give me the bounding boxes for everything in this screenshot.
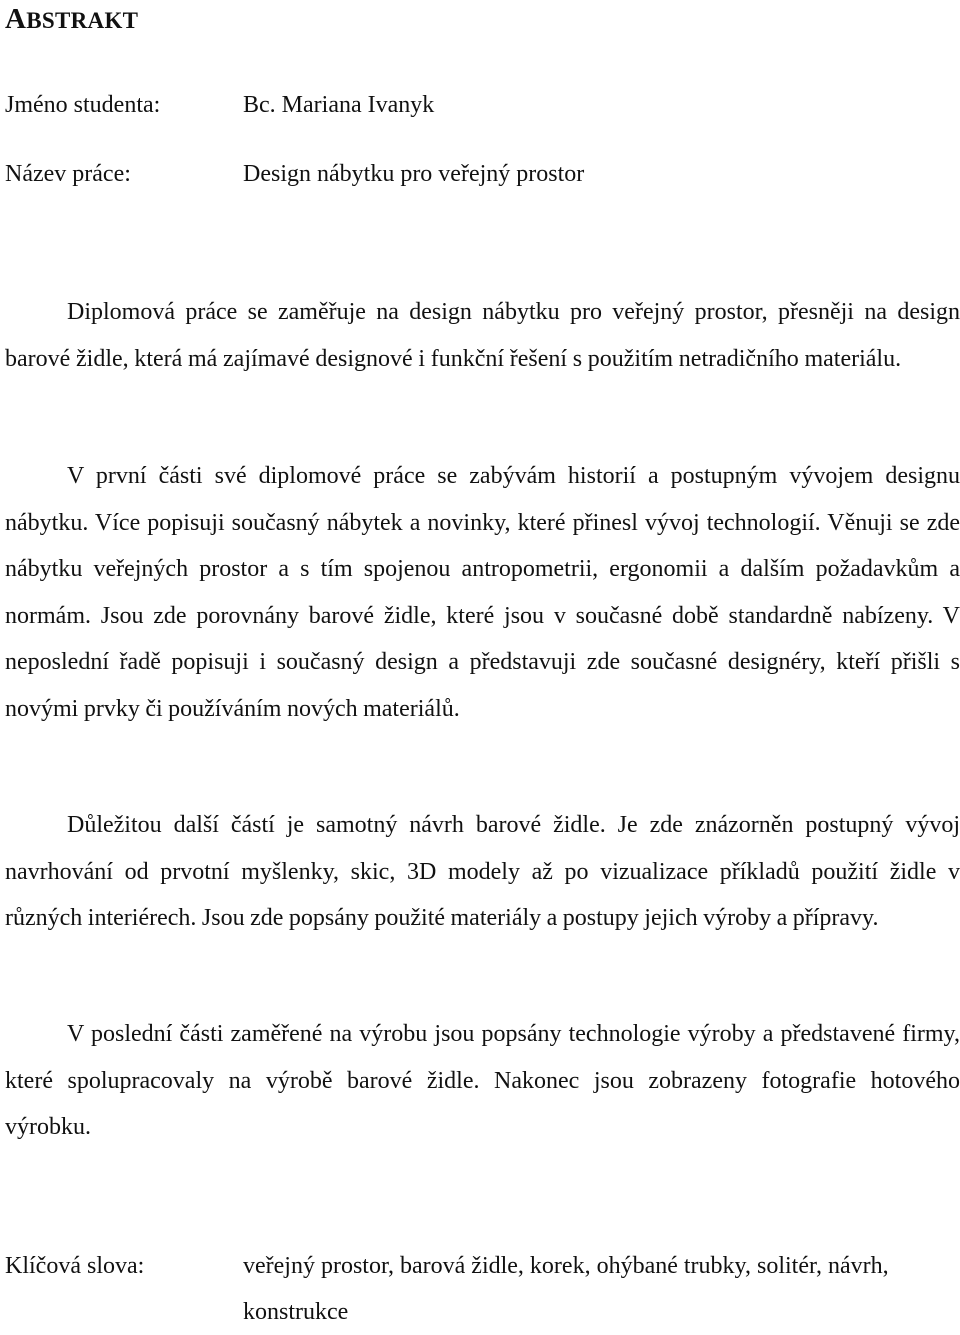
abstract-paragraph-1: Diplomová práce se zaměřuje na design nábytku pro veřejný prostor, přesněji na design barové židle, která má zajímavé designové i funkční řešení s použitím netradičního materiálu. (5, 299, 960, 372)
thesis-title-value: Design nábytku pro veřejný prostor (243, 161, 585, 187)
abstract-paragraph-2: V první části své diplomové práce se zabývám historií a postupným vývojem designu nábytku. Více popisuji současný nábytek a novinky, které přinesl vývoj technologií. Věnuji se zde nábytku veřejných prostor a s tím spojenou antropometrii, ergonomii a dalším požadavkům a normám. Jsou zde porovnány barové židle, které jsou v současné době standardně nabízeny. V neposlední řadě popisuji i současný design a představuji zde současné designéry, kteří přišli s novými prvky či používáním nových materiálů. (5, 463, 960, 722)
student-name-label: Jméno studenta: (5, 92, 161, 118)
abstract-paragraph-3: Důležitou další částí je samotný návrh barové židle. Je zde znázorněn postupný vývoj navrhování od prvotní myšlenky, skic, 3D modely až po vizualizace příkladů použití židle v různých interiérech. Jsou zde popsány použité materiály a postupy jejich výroby a přípravy. (5, 812, 960, 931)
page-title (5, 2, 138, 38)
thesis-title-label: Název práce: (5, 161, 131, 187)
title-rest: BSTRAKT (26, 8, 139, 33)
abstract-paragraph-4: V poslední části zaměřené na výrobu jsou popsány technologie výroby a představené firmy, které spolupracovaly na výrobě barové židle. Nakonec jsou zobrazeny fotografie hotového výrobku. (5, 1021, 960, 1140)
keywords-label: Klíčová slova: (5, 1253, 145, 1279)
keywords-value: veřejný prostor, barová židle, korek, ohýbané trubky, solitér, návrh, konstrukce (243, 1253, 889, 1325)
student-name-value: Bc. Mariana Ivanyk (243, 92, 435, 118)
title-first-letter: A (5, 3, 27, 35)
